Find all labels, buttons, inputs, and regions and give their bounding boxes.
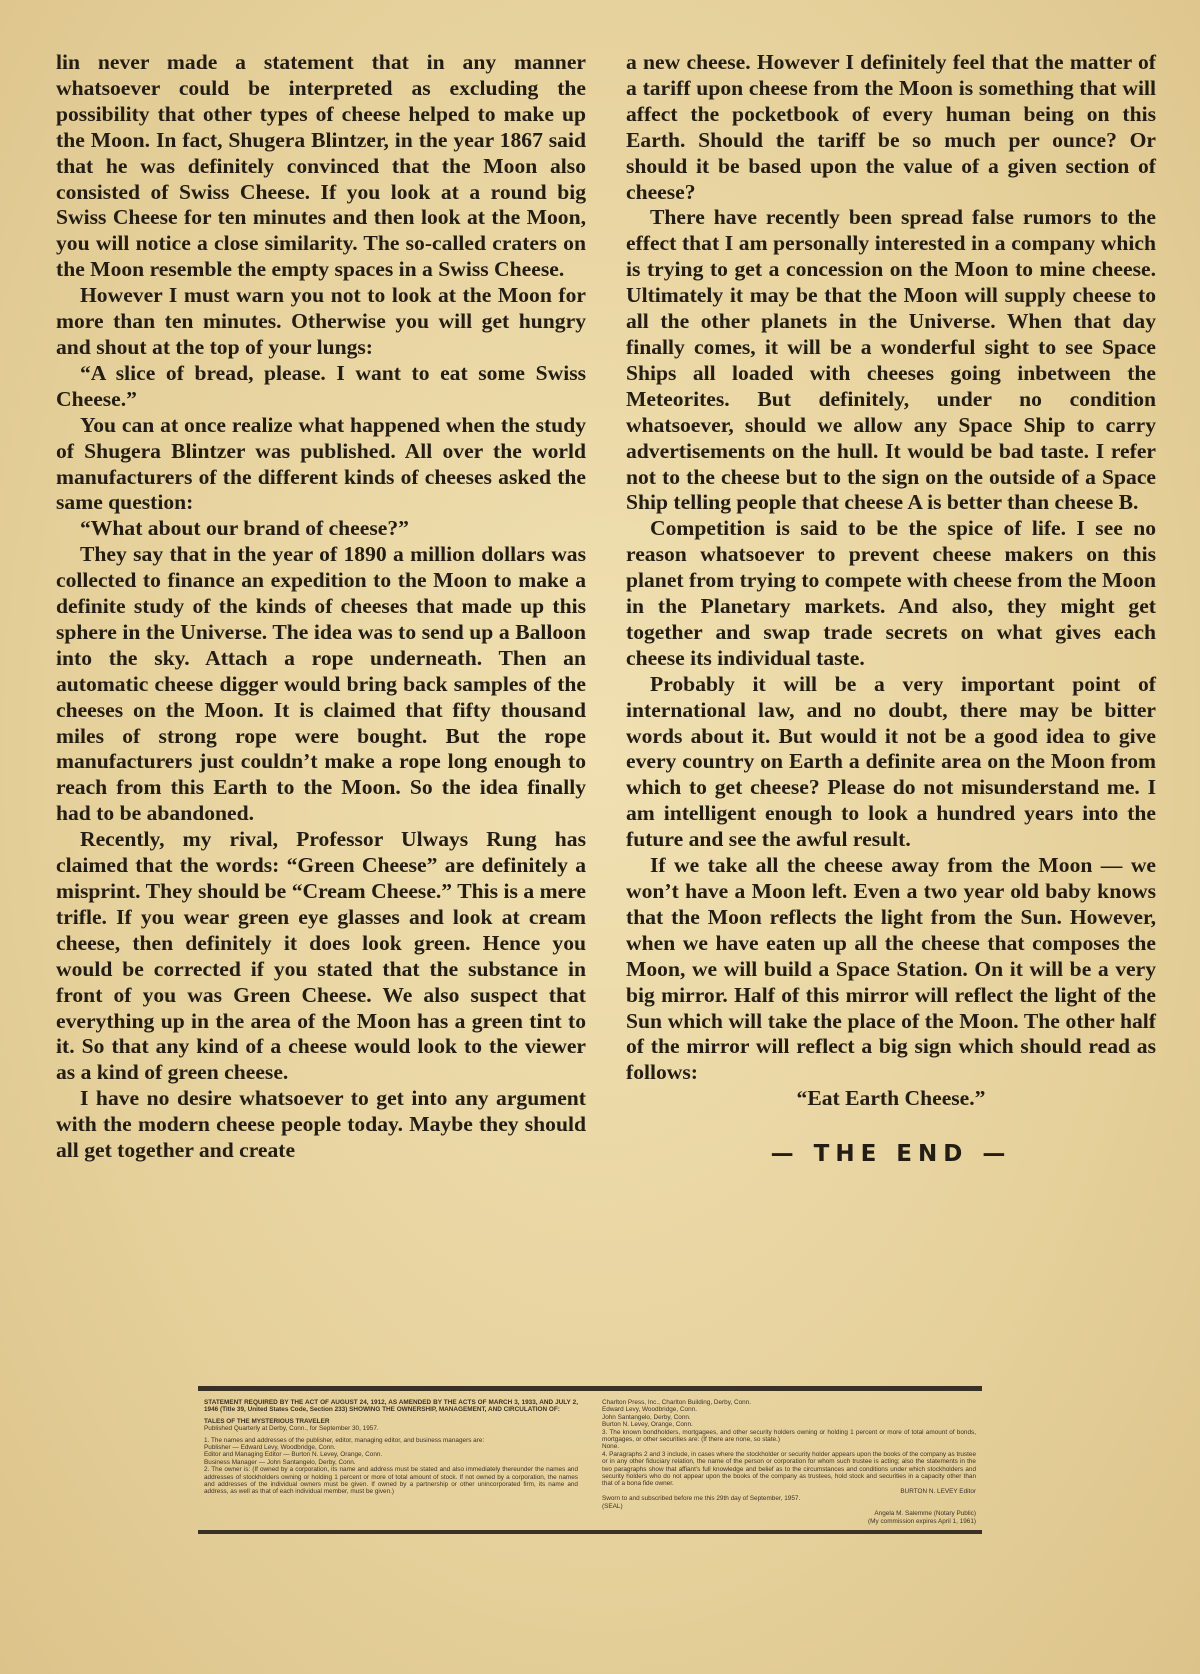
publication-schedule: Published Quarterly at Derby, Conn., for September 30, 1957. [204, 1425, 379, 1433]
statement-item: 1. The names and addresses of the publisher, editor, managing editor, and business managers are: [204, 1436, 485, 1444]
editor-signature: BURTON N. LEVEY Editor [900, 1487, 976, 1495]
article-body [56, 50, 1156, 1360]
owner-line: Charlton Press, Inc., Charlton Building, Derby, Conn. [602, 1399, 752, 1406]
paragraph: I have no desire whatsoever to get into any argument with the modern cheese people today. Maybe they should all get together and create [56, 1086, 586, 1163]
paragraph: a new cheese. However I definitely feel that the matter of a tariff upon cheese from the Moon is something that will affect the pocketbook of every human being on this Earth. Should the tariff be so much per ounce? Or should it be based upon the value of a given section of cheese? [626, 50, 1156, 204]
paragraph: However I must warn you not to look at the Moon for more than ten minutes. Otherwise you will get hungry and shout at the top of your lungs: [56, 283, 586, 359]
statement-line: None. [602, 1443, 620, 1451]
statement-right-column [602, 1399, 976, 1526]
paragraph: Competition is said to be the spice of life. I see no reason whatsoever to prevent cheese makers on this planet from trying to compete with cheese from the Moon in the Planetary markets. And also, they might get together and swap trade secrets on what gives each cheese its individual taste. [626, 516, 1156, 670]
statement-line: Business Manager — John Santangelo, Derby, Conn. [204, 1458, 356, 1466]
paragraph: If we take all the cheese away from the Moon — we won’t have a Moon left. Even a two year old baby knows that the Moon reflects the light from the Sun. However, when we have eaten up all the cheese that composes the Moon, we will build a Space Station. On it will be a very big mirror. Half of this mirror will reflect the light of the Sun which will take the place of the Moon. The other half of the mirror will reflect a big sign which should read as follows: [626, 853, 1156, 1085]
statement-item: 2. The owner is: (If owned by a corporation, its name and address must be stated and also immediately thereunder the names and addresses of stockholders owning or holding 1 percent or more of total amount of stock. If not owned by a corporation, the names and addresses of the individual owners must be given. If owned by a partnership or other unincorporated firm, its name and address, as well as that of each individual member, must be given.) [204, 1466, 578, 1496]
statement-heading: STATEMENT REQUIRED BY THE ACT OF AUGUST 24, 1912, AS AMENDED BY THE ACTS OF MARCH 3, 1933, AND JULY 2, 1946 (Title 39, United States Code, Section 233) SHOWING THE OWNERSHIP, MANAGEMENT, AND CIRCULATION OF: [204, 1399, 578, 1414]
sworn-line: Sworn to and subscribed before me this 29th day of September, 1957. [602, 1495, 801, 1503]
statement-left-column [204, 1399, 578, 1526]
seal-label: (SEAL) [602, 1502, 623, 1510]
paragraph: lin never made a statement that in any manner whatsoever could be interpreted as excluding the possibility that other types of cheese helped to make up the Moon. In fact, Shugera Blintzer, in the year 1867 said that he was definitely convinced that the Moon also consisted of Swiss Cheese. If you look at a round big Swiss Cheese for ten minutes and then look at the Moon, you will notice a close similarity. The so-called craters on the Moon resemble the empty spaces in a Swiss Cheese. [56, 50, 586, 282]
closing-quote: “Eat Earth Cheese.” [796, 1086, 986, 1111]
paragraph: They say that in the year of 1890 a million dollars was collected to finance an expedition to the Moon to make a definite study of the kinds of cheeses that made up this sphere in the Universe. The idea was to send up a Balloon into the sky. Attach a rope underneath. Then an automatic cheese digger would bring back samples of the cheeses on the Moon. It is claimed that fifty thousand miles of strong rope were bought. But the rope manufacturers just couldn’t make a rope long enough to reach from this Earth to the Moon. So the idea finally had to be abandoned. [56, 542, 586, 826]
article-right-column [626, 50, 1156, 1360]
quote-line: “A slice of bread, please. I want to eat some Swiss Cheese.” [56, 360, 586, 411]
the-end-marker: — THE END — [770, 1141, 1012, 1168]
paragraph: There have recently been spread false rumors to the effect that I am personally interested in a company which is trying to get a concession on the Moon to mine cheese. Ultimately it may be that the Moon will supply cheese to all the other planets in the Universe. When that day finally comes, it will be a wonderful sight to see Space Ships all loaded with cheeses going inbetween the Meteorites. But definitely, under no condition whatsoever, should we allow any Space Ship to carry advertisements on the hull. It would be bad taste. I refer not to the cheese but to the sign on the outside of a Space Ship telling people that cheese A is better than cheese B. [626, 205, 1156, 515]
ownership-statement [198, 1386, 982, 1534]
owner-line: Burton N. Levey, Orange, Conn. [602, 1421, 693, 1429]
paragraph: Recently, my rival, Professor Ulways Rung has claimed that the words: “Green Cheese” are definitely a misprint. They should be “Cream Cheese.” This is a mere trifle. If you wear green eye glasses and look at cream cheese, then definitely it does look green. Hence you would be corrected if you stated that the substance in front of you was Green Cheese. We also suspect that everything up in the area of the Moon has a green tint to it. So that any kind of a cheese would look to the viewer as a kind of green cheese. [56, 827, 586, 1085]
notary-line: Angela M. Salemme (Notary Public) [874, 1510, 976, 1518]
paragraph: You can at once realize what happened when the study of Shugera Blintzer was published. All over the world manufacturers of the different kinds of cheeses asked the same question: [56, 412, 586, 515]
owner-line: Edward Levy, Woodbridge, Conn. [602, 1406, 697, 1414]
commission-line: (My commission expires April 1, 1961) [868, 1517, 976, 1525]
statement-item: 4. Paragraphs 2 and 3 include, in cases where the stockholder or security holder appears upon the books of the company as trustee or in any other fiduciary relation, the name of the person or corporation for whom such trustee is acting; also the statements in the two paragraphs show that affiant's full knowledge and belief as to the circumstances and conditions under which stockholders and security holders who do not appear upon the books of the company as trustees, hold stock and securities in a capacity other than that of a bona fide owner. [602, 1450, 976, 1488]
statement-item: 3. The known bondholders, mortgagees, and other security holders owning or holding 1 percent or more of total amount of bonds, mortgages, or other securities are: (If there are none, so state.) [602, 1428, 976, 1444]
paragraph: Probably it will be a very important point of international law, and no doubt, there may be bitter words about it. But would it not be a good idea to give every country on Earth a definite area on the Moon from which to get cheese? Please do not misunderstand me. I am intelligent enough to look a hundred years into the future and see the awful result. [626, 671, 1156, 852]
quote-line: “What about our brand of cheese?” [80, 516, 409, 541]
owner-line: John Santangelo, Derby, Conn. [602, 1413, 691, 1421]
statement-line: Publisher — Edward Levy, Woodbridge, Conn. [204, 1444, 336, 1452]
article-left-column [56, 50, 586, 1360]
statement-line: Editor and Managing Editor — Burton N. Levey, Orange, Conn. [204, 1451, 383, 1459]
publication-title: TALES OF THE MYSTERIOUS TRAVELER [204, 1417, 330, 1425]
